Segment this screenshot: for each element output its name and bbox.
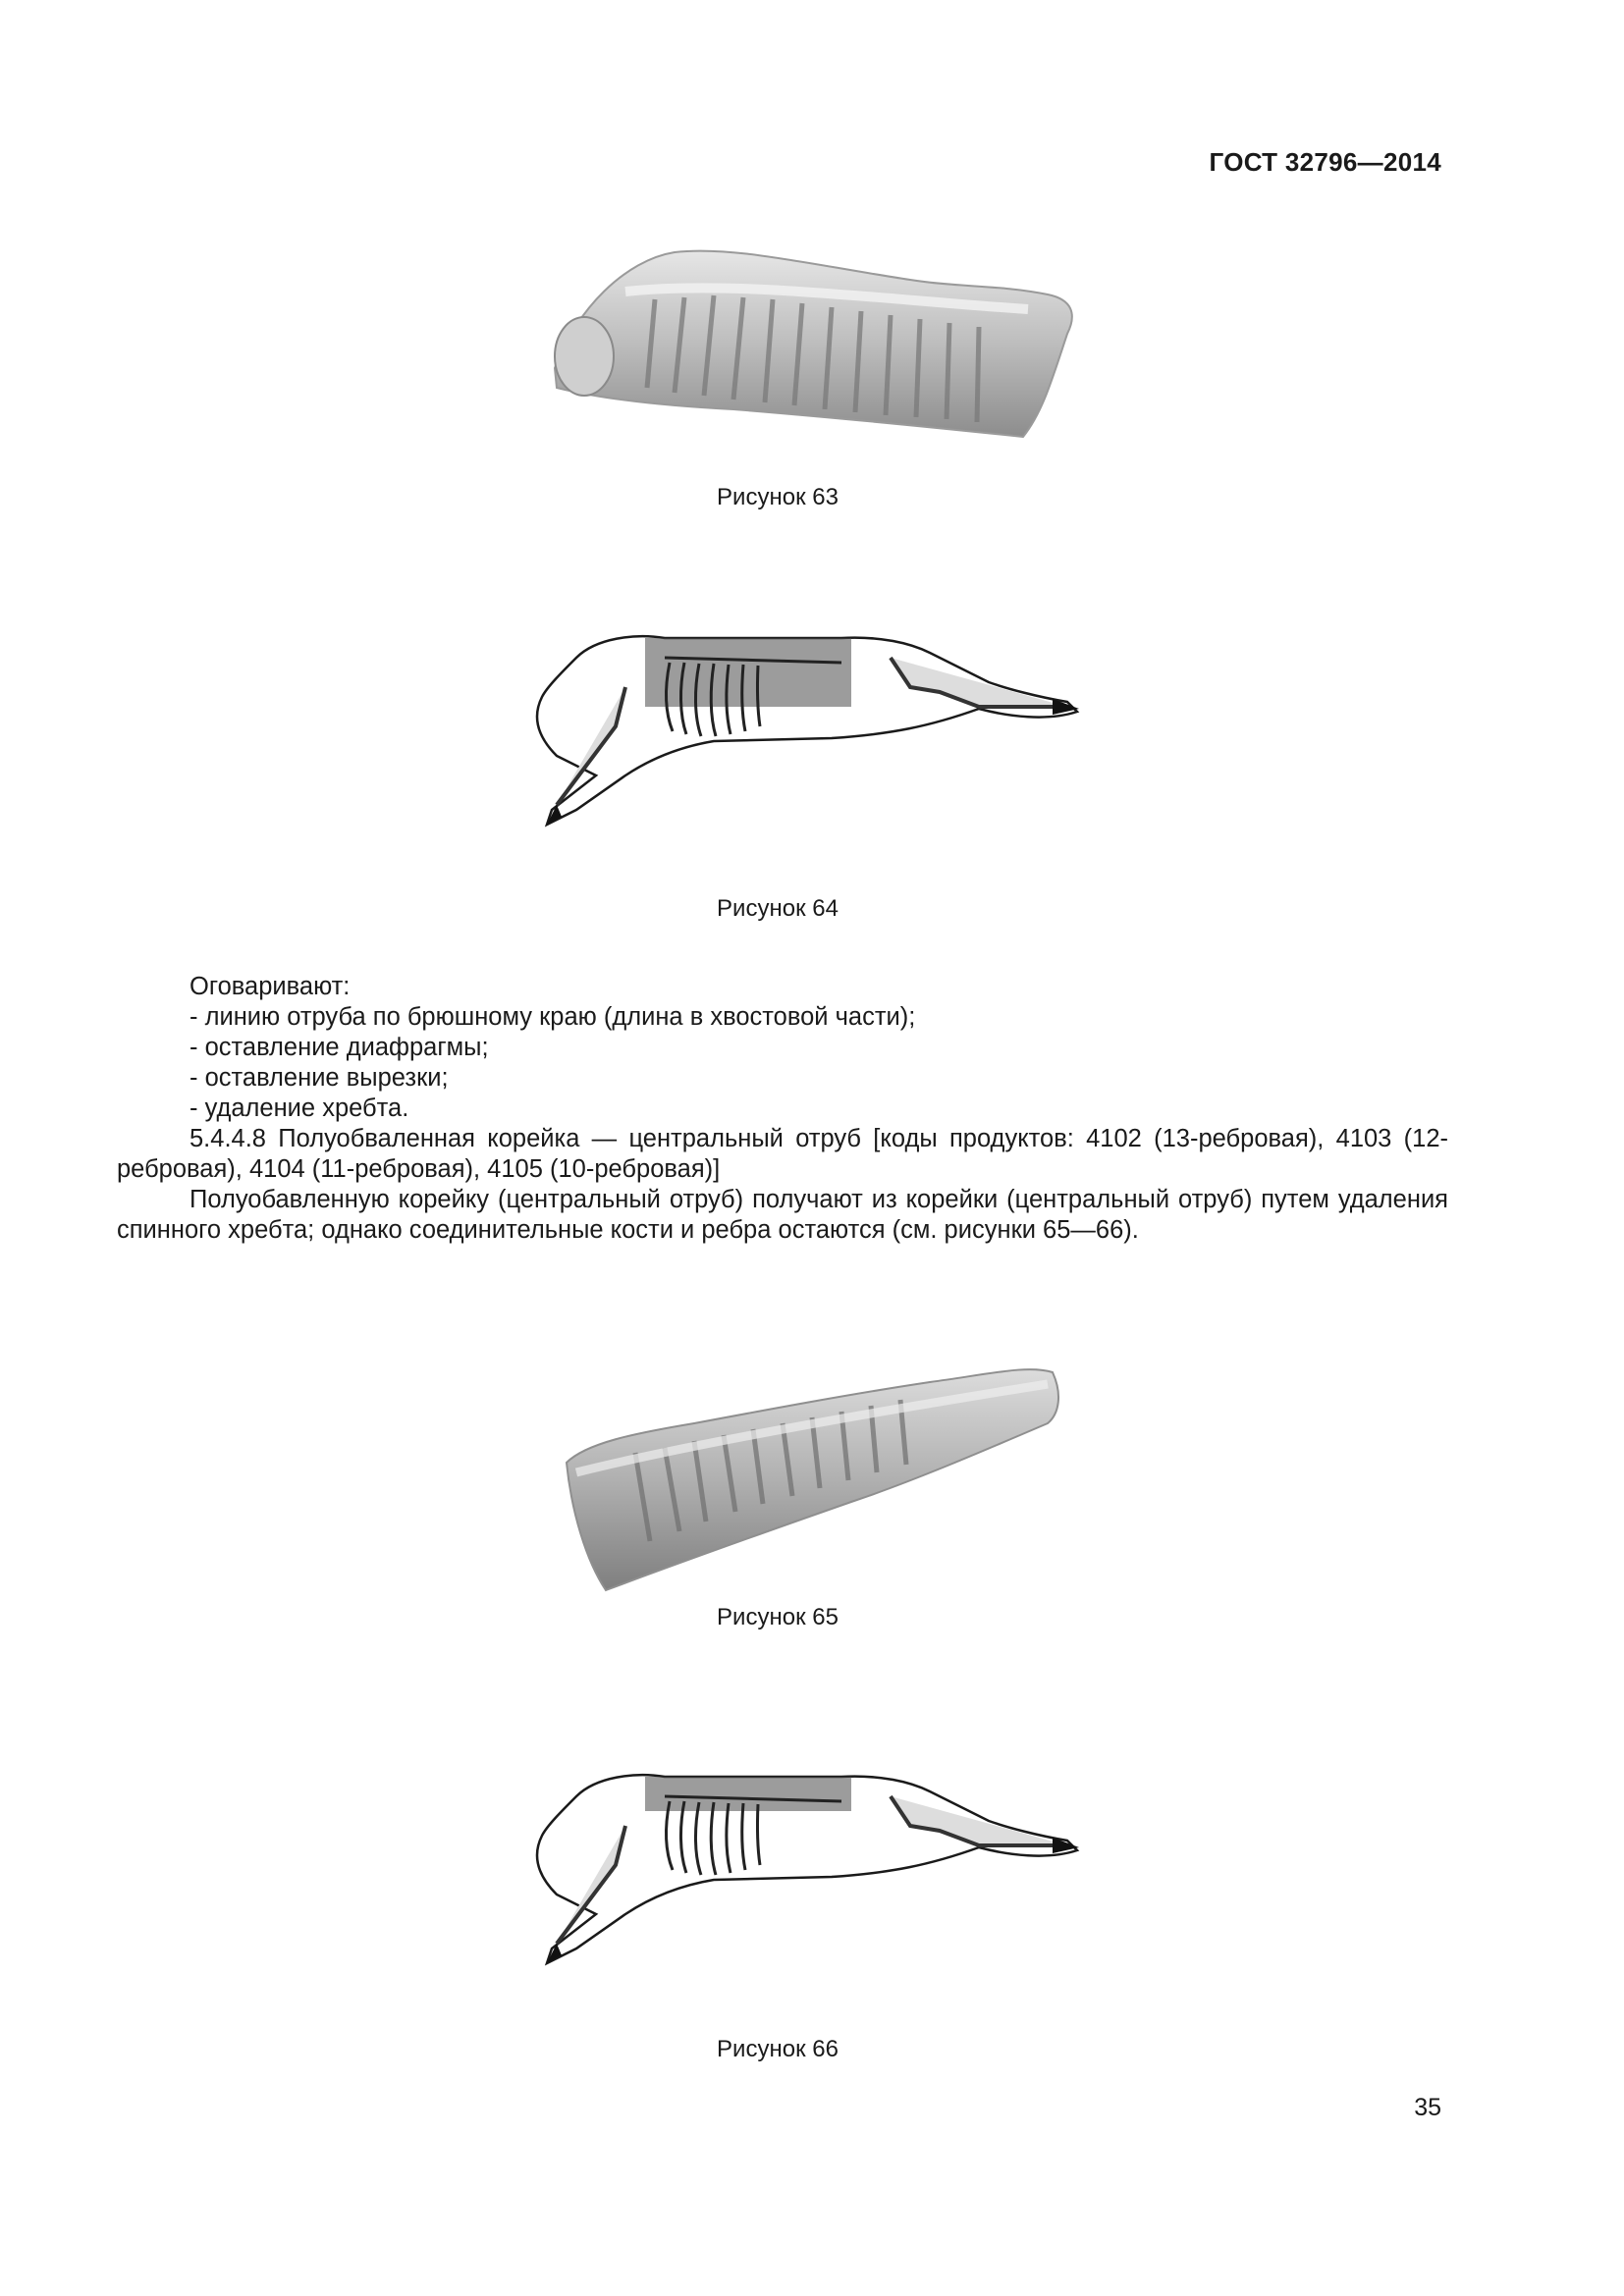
bullet-item: - оставление вырезки; — [189, 1064, 449, 1092]
figure-caption: Рисунок 66 — [717, 2036, 839, 2062]
bullet-item: - линию отруба по брюшному краю (длина в хвостовой части); — [189, 1003, 916, 1031]
body-text — [117, 972, 1448, 1246]
meat-cut-photo-63 — [537, 240, 1087, 452]
figure-64 — [0, 618, 1624, 844]
carcass-diagram-64 — [517, 618, 1107, 844]
figure-63 — [0, 240, 1624, 452]
page-number: 35 — [1414, 2094, 1441, 2121]
bullet-item: - оставление диафрагмы; — [189, 1034, 489, 1061]
meat-cut-photo-65 — [557, 1355, 1067, 1600]
figure-caption: Рисунок 63 — [717, 484, 839, 510]
intro-line: Оговаривают: — [189, 973, 351, 1000]
carcass-diagram-66 — [517, 1757, 1107, 1983]
figure-caption: Рисунок 65 — [717, 1604, 839, 1630]
figure-65 — [0, 1355, 1624, 1600]
figure-caption: Рисунок 64 — [717, 895, 839, 922]
standard-header: ГОСТ 32796—2014 — [1209, 147, 1441, 177]
figure-66 — [0, 1757, 1624, 1983]
section-heading: 5.4.4.8 Полуобваленная корейка — центральный отруб [коды продуктов: 4102 (13-ребровая), 4103 (12-ребровая), 4104 (11-ребровая), 4105 (10-ребровая)] — [117, 1125, 1448, 1183]
bullet-item: - удаление хребта. — [189, 1095, 409, 1122]
section-description: Полуобавленную корейку (центральный отруб) получают из корейки (центральный отруб) путем удаления спинного хребта; однако соединительные кости и ребра остаются (см. рисунки 65—66). — [117, 1186, 1448, 1244]
